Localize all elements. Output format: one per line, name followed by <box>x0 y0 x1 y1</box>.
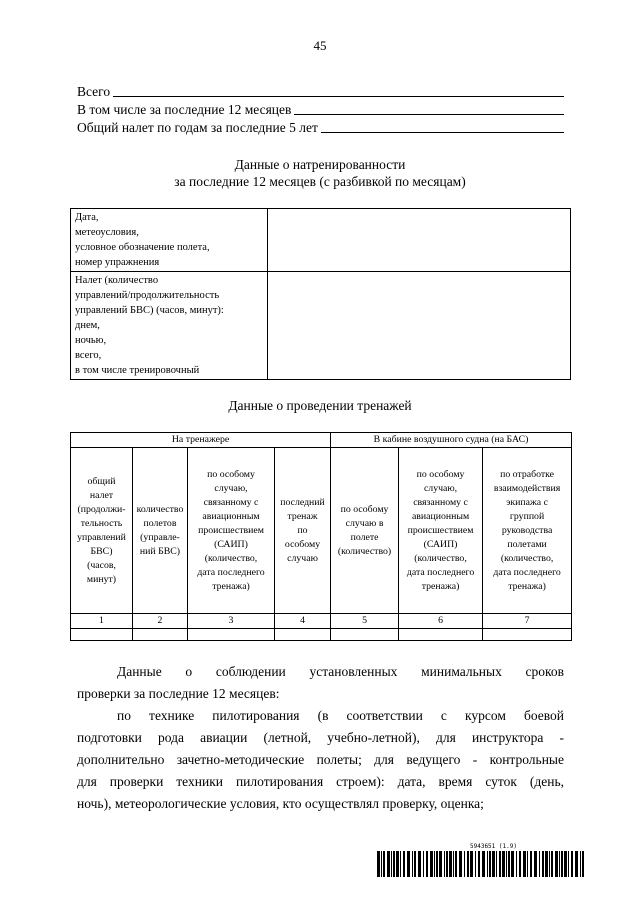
barcode-bar <box>539 851 540 877</box>
row-text: Налет (количество <box>75 275 159 286</box>
barcode-bar <box>464 851 465 877</box>
header-text: авиационным <box>411 510 470 522</box>
header-text: по <box>297 524 308 536</box>
group-header-cabin: В кабине воздушного судна (на БАС) <box>331 433 572 448</box>
barcode-bar <box>446 851 448 877</box>
barcode-bar <box>527 851 528 877</box>
blank-underline[interactable] <box>113 96 564 97</box>
page-number: 45 <box>313 38 327 53</box>
blank-underline[interactable] <box>321 132 564 133</box>
table-cell-empty[interactable] <box>331 629 399 641</box>
barcode-bar <box>534 851 537 877</box>
header-text: по отработке <box>500 468 555 480</box>
header-text: последний <box>280 496 325 508</box>
fill-line-label: В том числе за последние 12 месяцев <box>77 102 292 117</box>
row-text: Дата, <box>75 212 99 223</box>
header-text: особому <box>284 538 321 550</box>
barcode-bar <box>470 851 473 877</box>
barcode-bar <box>559 851 560 877</box>
fill-line-last-12-months <box>77 100 564 118</box>
column-header-2 <box>133 448 188 614</box>
barcode-bar <box>571 851 573 877</box>
barcode-bar <box>564 851 567 877</box>
table-cell-empty[interactable] <box>188 629 275 641</box>
barcode-bar <box>418 851 421 877</box>
barcode-bar <box>487 851 488 877</box>
paragraph-line: для проверки техники пилотирования строем): дата, время суток (день, <box>77 774 564 789</box>
header-text: связанному с <box>203 496 259 508</box>
header-text: БВС) <box>90 545 113 557</box>
column-header-1 <box>71 448 133 614</box>
blank-underline[interactable] <box>294 114 564 115</box>
barcode-bar <box>455 851 457 877</box>
header-text: тренажа) <box>212 580 250 592</box>
row-text: днем, <box>75 320 100 331</box>
header-text: дата последнего <box>197 566 265 578</box>
header-text: происшествием <box>407 524 474 536</box>
paragraph-line: проверки за последние 12 месяцев: <box>77 686 280 701</box>
paragraph-line <box>77 661 564 683</box>
paragraph-line: подготовки рода авиации (летной, учебно-летной), для инструктора - <box>77 730 564 745</box>
barcode-bar <box>407 851 410 877</box>
barcode-bar <box>436 851 438 877</box>
paragraph-line <box>77 705 564 727</box>
row-text: ночью, <box>75 335 107 346</box>
barcode-bar <box>496 851 497 877</box>
fill-line-total <box>77 82 564 100</box>
header-text: общий <box>87 475 116 487</box>
barcode-bar <box>426 851 428 877</box>
header-text: (количество) <box>337 545 392 557</box>
header-text: (управле- <box>140 531 180 543</box>
barcode-bar <box>467 851 469 877</box>
header-text: связанному с <box>413 496 468 508</box>
header-text: (количество, <box>414 552 467 564</box>
row-text: условное обозначение полета, <box>75 242 210 253</box>
header-text: количество <box>136 503 184 515</box>
training-row-flight-label <box>71 272 268 380</box>
header-text: налет <box>89 489 114 501</box>
row-text: всего, <box>75 350 102 361</box>
barcode-bar <box>482 851 485 877</box>
barcode-bar <box>396 851 399 877</box>
header-text: экипажа с <box>506 496 548 508</box>
header-text: тренажа) <box>421 580 460 592</box>
column-number: 7 <box>483 614 572 629</box>
header-text: управлений <box>77 531 126 543</box>
paragraph-piloting-technique <box>77 705 564 815</box>
column-number: 2 <box>133 614 188 629</box>
fill-line-label: Всего <box>77 84 111 99</box>
barcode-bar <box>403 851 405 877</box>
barcode-bar <box>381 851 382 877</box>
header-text: (количество, <box>500 552 554 564</box>
barcode-bar <box>502 851 505 877</box>
row-text: метеоусловия, <box>75 227 139 238</box>
barcode-bar <box>580 851 581 877</box>
training-row-date-value[interactable] <box>268 209 571 272</box>
column-header-4 <box>275 448 331 614</box>
barcode-bar <box>508 851 510 877</box>
barcode-bar <box>549 851 550 877</box>
section1-title <box>0 156 640 190</box>
header-text: случаю, <box>214 482 248 494</box>
header-text: авиационным <box>202 510 260 522</box>
barcode-bar <box>434 851 435 877</box>
barcode-bar <box>530 851 532 877</box>
paragraph-line: ночь), метеорологические условия, кто осуществлял проверку, оценка; <box>77 796 484 811</box>
header-text: (количество, <box>204 552 258 564</box>
barcode-bar <box>444 851 445 877</box>
header-text: случаю в <box>345 517 384 529</box>
row-text: управлений БВС) (часов, минут): <box>75 305 224 316</box>
barcode-image <box>377 851 587 877</box>
barcode-bar <box>542 851 544 877</box>
section1-title-line2: за последние 12 месяцев (с разбивкой по месяцам) <box>174 174 466 189</box>
header-text: (продолжи- <box>77 503 126 515</box>
paragraph-text: по технике пилотирования (в соответствии с курсом боевой <box>117 708 564 723</box>
barcode-bar <box>519 851 521 877</box>
header-text: тренажа) <box>508 580 546 592</box>
header-text: руководства <box>501 524 553 536</box>
barcode-bar <box>377 851 380 877</box>
barcode-bar <box>478 851 480 877</box>
barcode-bar <box>555 851 558 877</box>
header-text: дата последнего <box>493 566 561 578</box>
barcode-bar <box>506 851 507 877</box>
barcode-bar <box>551 851 553 877</box>
barcode-bar <box>561 851 563 877</box>
header-text: происшествием <box>198 524 264 536</box>
column-number: 1 <box>71 614 133 629</box>
header-text: (часов, <box>87 559 116 571</box>
barcode-bar <box>383 851 385 877</box>
table-cell-empty[interactable] <box>71 629 133 641</box>
training-row-flight-value[interactable] <box>268 272 571 380</box>
barcode-bar <box>545 851 548 877</box>
header-text: тельность <box>80 517 123 529</box>
barcode-bar <box>387 851 390 877</box>
header-text: по особому <box>340 503 389 515</box>
column-number: 6 <box>399 614 483 629</box>
row-text: в том числе тренировочный <box>75 365 200 376</box>
barcode-bar <box>430 851 433 877</box>
barcode-bar <box>575 851 578 877</box>
paragraph-minimum-terms <box>77 661 564 705</box>
barcode-bar <box>453 851 454 877</box>
simulator-table <box>70 432 572 641</box>
column-header-7 <box>483 448 572 614</box>
training-table <box>70 208 571 380</box>
header-text: дата последнего <box>406 566 475 578</box>
barcode-bar <box>393 851 395 877</box>
barcode-bar <box>423 851 424 877</box>
fill-line-label: Общий налет по годам за последние 5 лет <box>77 120 318 135</box>
section2-title: Данные о проведении тренажей <box>228 398 412 413</box>
barcode-bar <box>516 851 517 877</box>
barcode-bar <box>489 851 491 877</box>
header-text: полете <box>350 531 379 543</box>
header-text: (САИП) <box>423 538 458 550</box>
header-text: (САИП) <box>214 538 248 550</box>
header-text: случаю <box>287 552 318 564</box>
barcode-bar <box>412 851 413 877</box>
section1-title-line1: Данные о натренированности <box>234 157 406 172</box>
row-text: номер упражнения <box>75 257 160 268</box>
group-header-trainer: На тренажере <box>71 433 331 448</box>
header-text: по особому <box>416 468 465 480</box>
paragraph-text: Данные о соблюдении установленных минимальных сроков <box>117 664 564 679</box>
header-text: случаю, <box>423 482 458 494</box>
barcode-bar <box>391 851 392 877</box>
barcode-number: 5943651 (1.9) <box>470 843 517 850</box>
barcode-bar <box>499 851 501 877</box>
column-header-5 <box>331 448 399 614</box>
barcode-bar <box>492 851 495 877</box>
barcode-bar <box>400 851 401 877</box>
header-text: полетов <box>143 517 177 529</box>
table-cell-empty[interactable] <box>483 629 572 641</box>
barcode-bar <box>582 851 584 877</box>
column-header-6 <box>399 448 483 614</box>
header-text: минут) <box>86 573 117 585</box>
barcode-bar <box>414 851 416 877</box>
paragraph-line: дополнительно зачетно-методические полеты; для ведущего - контрольные <box>77 752 564 767</box>
barcode-bar <box>511 851 514 877</box>
barcode-bar <box>449 851 452 877</box>
row-text: управлений/продолжительность <box>75 290 220 301</box>
header-text: тренаж <box>287 510 318 522</box>
column-number: 3 <box>188 614 275 629</box>
header-text: взаимодействия <box>493 482 561 494</box>
header-text: по особому <box>207 468 255 480</box>
training-row-date-label <box>71 209 268 272</box>
barcode-bar <box>568 851 569 877</box>
barcode-bar <box>459 851 462 877</box>
header-text: ний БВС) <box>139 545 181 557</box>
barcode-bar <box>523 851 526 877</box>
column-header-3 <box>188 448 275 614</box>
header-text: полетами <box>507 538 547 550</box>
table-cell-empty[interactable] <box>275 629 331 641</box>
column-number: 4 <box>275 614 331 629</box>
barcode-bar <box>475 851 476 877</box>
table-cell-empty[interactable] <box>399 629 483 641</box>
fill-line-5-years <box>77 118 564 136</box>
column-number: 5 <box>331 614 399 629</box>
barcode-bar <box>439 851 442 877</box>
table-cell-empty[interactable] <box>133 629 188 641</box>
header-text: группой <box>509 510 545 522</box>
